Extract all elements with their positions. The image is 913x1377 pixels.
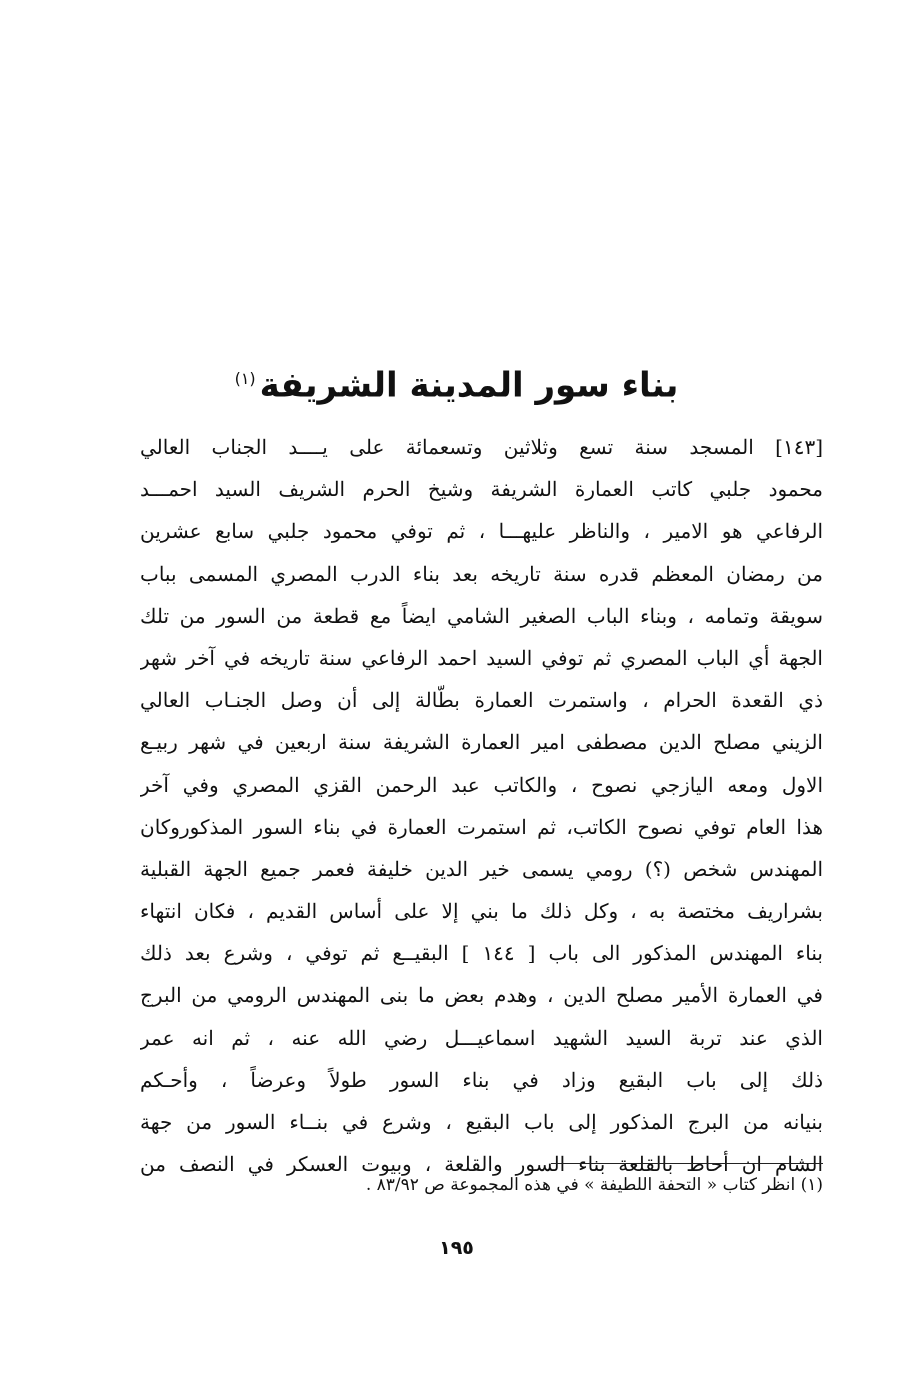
- title-text: بناء سور المدينة الشريفة: [259, 365, 679, 406]
- footnote: (١) انظر كتاب « التحفة اللطيفة » في هذه المجموعة ص ٨٣/٩٢ .: [365, 1175, 823, 1195]
- text-line: سويقة وتمامه ، وبناء الباب الصغير الشامي ايضاً مع قطعة من السور من تلك: [140, 603, 823, 628]
- text-line: الذي عند تربة السيد الشهيد اسماعيـــل رضي الله عنه ، ثم انه عمر: [140, 1025, 823, 1050]
- text-line: الاول ومعه اليازجي نصوح ، والكاتب عبد الرحمن القزي المصري وفي آخر: [140, 772, 823, 797]
- text-line: محمود جلبي كاتب العمارة الشريفة وشيخ الحرم الشريف السيد احمـــد: [140, 477, 823, 502]
- page-number: ١٩٥: [439, 1237, 474, 1259]
- text-line: الرفاعي هو الامير ، والناظر عليهـــا ، ثم توفي محمود جلبي سابع عشرين: [140, 519, 823, 544]
- title-footnote-marker: (١): [234, 369, 256, 388]
- text-line: هذا العام توفي نصوح الكاتب، ثم استمرت العمارة في بناء السور المذكوروكان: [140, 814, 823, 839]
- footnote-divider: [551, 1163, 823, 1164]
- text-line: من رمضان المعظم قدره سنة تاريخه بعد بناء الدرب المصري المسمى بباب: [140, 561, 823, 586]
- text-line: ذلك إلى باب البقيع وزاد في بناء السور طولاً وعرضاً ، وأحـكم: [140, 1067, 823, 1092]
- body-paragraph: [140, 426, 823, 1185]
- page-title: [0, 352, 913, 412]
- text-line: بناء المهندس المذكور الى باب [ ١٤٤ ] البقيــع ثم توفي ، وشرع بعد ذلك: [140, 941, 823, 966]
- text-line: الزيني مصلح الدين مصطفى امير العمارة الشريفة سنة اربعين في شهر ربيـع: [140, 730, 823, 755]
- text-line: المهندس شخص (؟) رومي يسمى خير الدين خليفة فعمر جميع الجهة القبلية: [140, 856, 823, 881]
- text-line: ذي القعدة الحرام ، واستمرت العمارة بطّالة إلى أن وصل الجنـاب العالي: [140, 688, 823, 713]
- text-line: بشراريف مختصة به ، وكل ذلك ما بني إلا على أساس القديم ، فكان انتهاء: [140, 899, 823, 924]
- text-line: الجهة أي الباب المصري ثم توفي السيد احمد الرفاعي سنة تاريخه في آخر شهر: [140, 645, 823, 670]
- text-line: [١٤٣] المسجد سنة تسع وثلاثين وتسعمائة على يــــد الجناب العالي: [140, 435, 823, 459]
- text-line: بنيانه من البرج المذكور إلى باب البقيع ، وشرع في بنــاء السور من جهة: [140, 1110, 823, 1134]
- text-line: الشام ان أحاط بالقلعة بناء السور والقلعة ، وبيوت العسكر في النصف من: [140, 1152, 823, 1177]
- text-line: في العمارة الأمير مصلح الدين ، وهدم بعض ما بنى المهندس الرومي من البرج: [140, 983, 823, 1008]
